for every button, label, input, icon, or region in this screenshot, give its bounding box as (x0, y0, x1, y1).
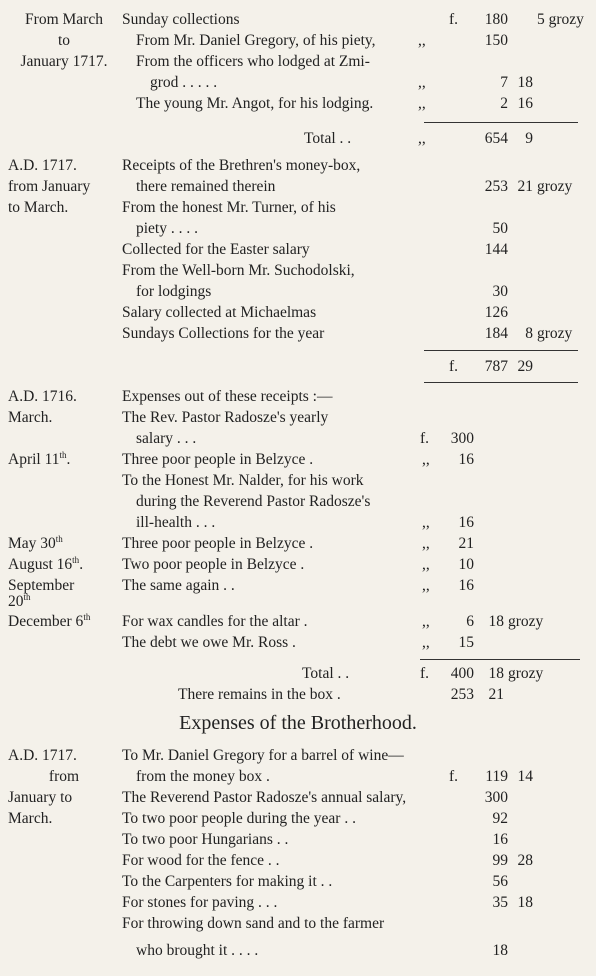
entry-description: The Reverend Pastor Radosze's annual salary, (122, 789, 407, 806)
amount-florins: 300 (484, 789, 508, 806)
total-rule (420, 659, 580, 660)
entry-row (0, 830, 596, 850)
date-end: . (66, 451, 71, 468)
entry-description: for lodgings (136, 283, 212, 300)
entry-description: during the Reverend Pastor Radosze's (136, 493, 371, 510)
amount-florins: 7 (500, 74, 508, 91)
date-label: March. (8, 409, 53, 426)
entry-description: Sundays Collections for the year (122, 325, 325, 342)
currency: f. (420, 665, 430, 682)
entry-row (0, 156, 596, 176)
total-label: Total . . (302, 665, 350, 682)
entry-row (0, 893, 596, 913)
entry-row (0, 534, 596, 554)
date-label: A.D. 1716. (8, 388, 77, 405)
amount-florins: 6 (466, 613, 474, 630)
amount-florins: 99 (492, 852, 508, 869)
amount-unit: grozy (537, 325, 573, 342)
entry-description: The young Mr. Angot, for his lodging. (136, 95, 374, 112)
total-florins: 400 (450, 665, 474, 682)
entry-description: For wood for the fence . . (122, 852, 280, 869)
entry-description: Salary collected at Michaelmas (122, 304, 317, 321)
amount-florins: 21 (458, 535, 474, 552)
date-label: A.D. 1717. (8, 747, 77, 764)
date-label (8, 534, 120, 554)
remains-grozy: 21 (488, 686, 504, 703)
ditto-mark: ,, (422, 556, 430, 573)
entry-description: piety . . . . (136, 220, 198, 237)
entry-description: The same again . . (122, 577, 235, 594)
total-grozy: 18 (488, 665, 504, 682)
section-heading: Expenses of the Brotherhood. (179, 712, 417, 734)
date-text: December 6 (8, 613, 84, 630)
entry-description: To two poor Hungarians . . (122, 831, 289, 848)
amount-grozy: 28 (517, 852, 533, 869)
total-row (0, 129, 596, 149)
amount-florins: 16 (458, 451, 474, 468)
amount-florins: 300 (450, 430, 474, 447)
remains-row (0, 685, 596, 705)
date-text: 20 (8, 593, 24, 610)
entry-description: For stones for paving . . . (122, 894, 278, 911)
entry-row (0, 612, 596, 632)
amount-grozy: 18 (517, 894, 533, 911)
total-label: Total . . (304, 130, 352, 147)
currency: f. (420, 430, 430, 447)
entry-row (0, 282, 596, 302)
ditto-mark: ,, (422, 451, 430, 468)
total-rule (424, 350, 578, 351)
entry-row (0, 324, 596, 344)
ditto-mark: ,, (422, 514, 430, 531)
date-label (8, 612, 120, 632)
entry-row (0, 941, 596, 961)
date-label: to (57, 32, 71, 49)
amount-grozy: 16 (517, 95, 533, 112)
entry-description: Expenses out of these receipts :— (122, 388, 333, 405)
total-rule (424, 382, 578, 383)
entry-description: Receipts of the Brethren's money-box, (122, 157, 361, 174)
date-suffix: th (72, 554, 80, 565)
total-grozy: 9 (525, 130, 533, 147)
ditto-mark: ,, (418, 74, 426, 91)
entry-description: To Mr. Daniel Gregory for a barrel of wine— (122, 747, 404, 764)
entry-row (0, 914, 596, 934)
entry-row (0, 872, 596, 892)
amount-grozy: 8 (525, 325, 533, 342)
ditto-mark: ,, (422, 613, 430, 630)
entry-row (0, 261, 596, 281)
entry-description: Three poor people in Belzyce . (122, 451, 314, 468)
currency: f. (449, 358, 459, 375)
ditto-mark: ,, (422, 577, 430, 594)
entry-row (0, 387, 596, 407)
total-row (0, 357, 596, 377)
amount-unit: grozy (508, 665, 544, 682)
date-label: to March. (8, 199, 69, 216)
currency: f. (449, 768, 459, 785)
amount-florins: 119 (485, 768, 508, 785)
entry-row (0, 492, 596, 512)
ditto-mark: ,, (422, 634, 430, 651)
entry-description: For throwing down sand and to the farmer (122, 915, 385, 932)
ditto-mark: ,, (418, 95, 426, 112)
amount-unit: grozy (508, 613, 544, 630)
amount-florins: 30 (492, 283, 508, 300)
date-text: April 11 (8, 451, 60, 468)
entry-description: salary . . . (136, 430, 197, 447)
amount-florins: 253 (484, 178, 508, 195)
entry-row (0, 52, 596, 72)
total-grozy: 29 (517, 358, 533, 375)
amount-florins: 56 (492, 873, 508, 890)
entry-description: From the officers who lodged at Zmi- (136, 53, 370, 70)
date-suffix: th (55, 533, 63, 544)
date-text: May 30 (8, 535, 56, 552)
amount-florins: 15 (458, 634, 474, 651)
total-row (0, 664, 596, 684)
entry-description: The debt we owe Mr. Ross . (122, 634, 296, 651)
amount-florins: 2 (500, 95, 508, 112)
amount-florins: 150 (484, 32, 508, 49)
date-label: From March (25, 11, 103, 28)
entry-row (0, 851, 596, 871)
date-label: A.D. 1717. (8, 157, 77, 174)
entry-description: who brought it . . . . (136, 942, 259, 959)
date-text: August 16 (8, 556, 73, 573)
date-label (8, 450, 120, 470)
entry-description: ill-health . . . (136, 514, 216, 531)
amount-florins: 10 (458, 556, 474, 573)
entry-description: Two poor people in Belzyce . (122, 556, 305, 573)
entry-description: from the money box . (136, 768, 270, 785)
entry-description: To two poor people during the year . . (122, 810, 356, 827)
entry-row (0, 471, 596, 491)
amount-florins: 180 (484, 11, 508, 28)
entry-row (0, 513, 596, 533)
entry-row (0, 219, 596, 239)
ditto-mark: ,, (422, 535, 430, 552)
ditto-mark: ,, (418, 32, 426, 49)
date-label: January 1717. (20, 53, 108, 70)
entry-row (0, 198, 596, 218)
entry-description: From Mr. Daniel Gregory, of his piety, (136, 32, 376, 49)
date-suffix: th (83, 611, 91, 622)
entry-row (0, 633, 596, 653)
remains-florins: 253 (450, 686, 474, 703)
amount-florins: 92 (492, 810, 508, 827)
entry-row (0, 408, 596, 428)
remains-label: There remains in the box . (178, 686, 341, 703)
date-label (8, 555, 120, 575)
entry-description: Collected for the Easter salary (122, 241, 310, 258)
amount-grozy: 5 grozy (537, 11, 584, 28)
amount-florins: 126 (484, 304, 508, 321)
entry-row (0, 767, 596, 787)
entry-description: For wax candles for the altar . (122, 613, 308, 630)
amount-grozy: 14 (517, 768, 533, 785)
entry-description: To the Carpenters for making it . . (122, 873, 333, 890)
entry-row (0, 177, 596, 197)
amount-florins: 16 (458, 514, 474, 531)
amount-florins: 16 (458, 577, 474, 594)
date-label: January to (8, 789, 73, 806)
total-florins: 654 (484, 130, 508, 147)
entry-row (0, 10, 596, 30)
entry-row (0, 94, 596, 114)
date-label: from (48, 768, 80, 785)
entry-row (0, 592, 596, 612)
entry-row (0, 746, 596, 766)
entry-row (0, 240, 596, 260)
entry-description: From the honest Mr. Turner, of his (122, 199, 336, 216)
entry-row (0, 809, 596, 829)
amount-grozy: 18 (517, 74, 533, 91)
ditto-mark: ,, (418, 130, 426, 147)
amount-grozy: 21 (517, 178, 533, 195)
entry-description: The Rev. Pastor Radosze's yearly (122, 409, 329, 426)
entry-description: Three poor people in Belzyce . (122, 535, 314, 552)
date-label: March. (8, 810, 53, 827)
amount-grozy: 18 (488, 613, 504, 630)
amount-florins: 35 (492, 894, 508, 911)
amount-florins: 50 (492, 220, 508, 237)
amount-florins: 144 (484, 241, 508, 258)
date-end: . (79, 556, 84, 573)
entry-description: there remained therein (136, 178, 276, 195)
entry-description: From the Well-born Mr. Suchodolski, (122, 262, 355, 279)
entry-row (0, 73, 596, 93)
amount-florins: 18 (492, 942, 508, 959)
entry-row (0, 555, 596, 575)
currency: f. (449, 11, 459, 28)
total-florins: 787 (484, 358, 508, 375)
entry-description: To the Honest Mr. Nalder, for his work (122, 472, 364, 489)
entry-row (0, 788, 596, 808)
total-rule (424, 122, 578, 123)
amount-unit: grozy (537, 178, 573, 195)
entry-description: grod . . . . . (150, 74, 218, 91)
entry-row (0, 429, 596, 449)
date-label: from January (8, 178, 91, 195)
amount-florins: 184 (484, 325, 508, 342)
date-suffix: th (59, 449, 67, 460)
amount-florins: 16 (492, 831, 508, 848)
entry-row (0, 303, 596, 323)
date-suffix: th (23, 591, 31, 602)
entry-description: Sunday collections (122, 11, 240, 28)
date-label (8, 592, 120, 612)
entry-row (0, 450, 596, 470)
date-label: September (8, 577, 75, 594)
entry-row (0, 31, 596, 51)
